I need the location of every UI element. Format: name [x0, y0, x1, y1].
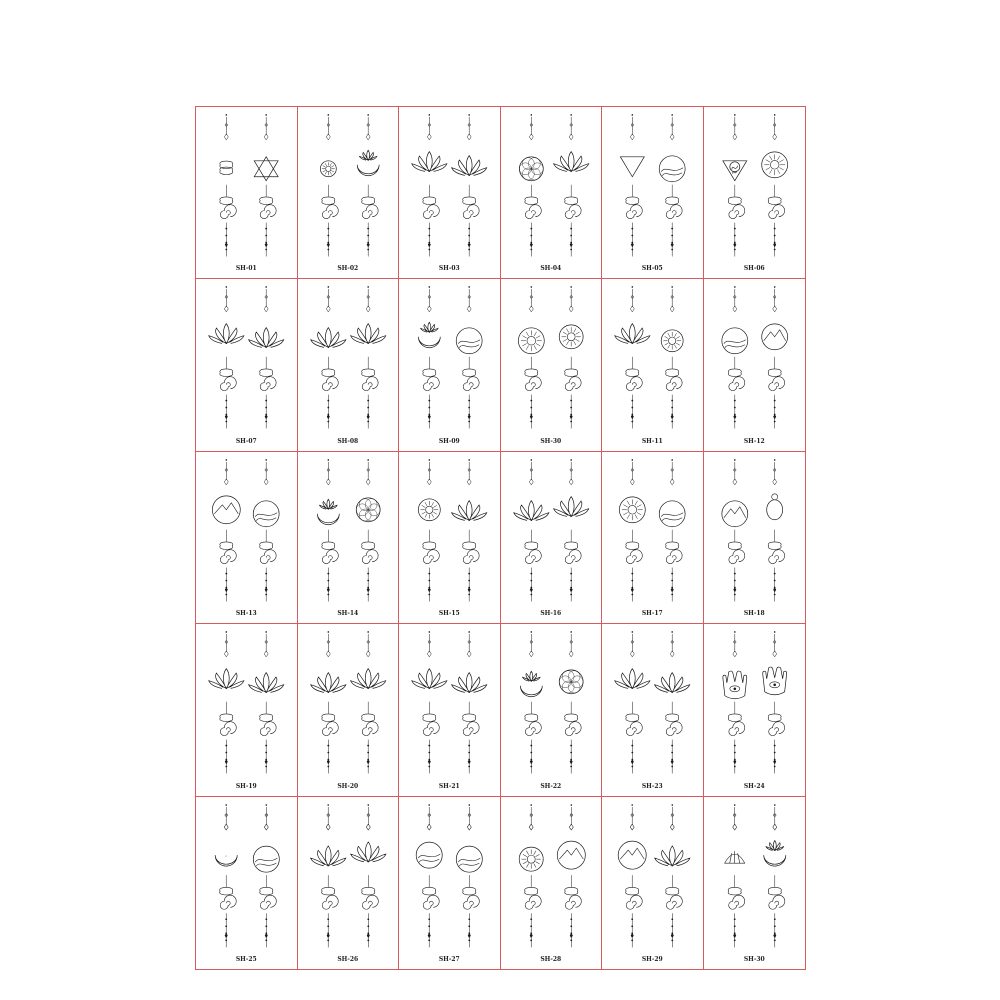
design-code-label: SH-27 — [438, 955, 460, 963]
right-tattoo-lotus — [553, 114, 588, 256]
left-tattoo-lotus — [310, 804, 345, 947]
design-code-label: SH-21 — [438, 782, 460, 790]
tattoo-design-cell — [704, 797, 806, 969]
right-tattoo-hamsa — [762, 631, 786, 773]
tattoo-design-cell — [399, 279, 501, 451]
right-tattoo-lotus — [350, 631, 385, 773]
right-tattoo-sun-circle — [761, 114, 787, 256]
right-tattoo-flower-of-life — [559, 631, 583, 773]
left-tattoo-moon — [317, 459, 339, 601]
tattoo-artwork — [298, 797, 399, 969]
tattoo-artwork — [501, 797, 602, 969]
design-code-label: SH-30 — [743, 955, 765, 963]
tattoo-artwork — [704, 452, 806, 623]
tattoo-design-cell — [196, 797, 298, 969]
right-tattoo-lotus — [452, 114, 487, 256]
design-code-label: SH-28 — [540, 955, 562, 963]
left-tattoo-rose — [320, 114, 338, 256]
tattoo-design-cell — [399, 797, 501, 969]
design-code-label: SH-20 — [337, 782, 359, 790]
design-code-label: SH-18 — [743, 610, 765, 618]
left-tattoo-tree-of-life — [619, 459, 645, 601]
right-tattoo-lotus — [350, 804, 385, 947]
left-tattoo-lotus — [310, 287, 345, 429]
tattoo-artwork — [399, 797, 500, 969]
tattoo-design-cell — [196, 107, 298, 279]
right-tattoo-turtle — [766, 459, 784, 601]
left-tattoo-flower-of-life — [519, 114, 543, 256]
design-code-label: SH-19 — [235, 782, 257, 790]
design-code-label: SH-07 — [235, 437, 257, 445]
right-tattoo-wave-circle — [253, 804, 279, 947]
design-code-label: SH-22 — [540, 782, 562, 790]
tattoo-artwork — [399, 452, 500, 623]
left-tattoo-moon — [520, 631, 542, 773]
tattoo-artwork — [196, 279, 297, 450]
right-tattoo-lotus — [452, 459, 487, 601]
tattoo-artwork — [602, 279, 703, 450]
tattoo-artwork — [196, 452, 297, 623]
right-tattoo-wave-circle — [456, 804, 482, 947]
design-code-label: SH-09 — [438, 437, 460, 445]
left-tattoo-tree-of-life — [518, 287, 544, 429]
tattoo-design-cell — [501, 107, 603, 279]
right-tattoo-moon — [763, 804, 785, 947]
right-tattoo-lotus — [655, 804, 690, 947]
left-tattoo-shell — [724, 804, 744, 947]
left-tattoo-triangle — [620, 114, 644, 256]
tattoo-artwork — [196, 624, 297, 795]
tattoo-design-cell — [704, 452, 806, 624]
left-tattoo-hamsa — [722, 631, 746, 773]
tattoo-design-cell — [704, 107, 806, 279]
left-tattoo-lotus — [209, 631, 244, 773]
design-code-label: SH-08 — [337, 437, 359, 445]
design-code-label: SH-04 — [540, 265, 562, 273]
left-tattoo-moon — [418, 287, 440, 429]
tattoo-artwork — [298, 107, 399, 278]
tattoo-artwork — [298, 279, 399, 450]
design-code-label: SH-30 — [540, 437, 562, 445]
tattoo-design-cell — [602, 797, 704, 969]
left-tattoo-lotus — [209, 287, 244, 429]
tattoo-design-cell — [602, 452, 704, 624]
right-tattoo-lotus — [249, 631, 284, 773]
left-tattoo-mountain-circle — [618, 804, 646, 947]
tattoo-sheet — [195, 106, 806, 970]
tattoo-artwork — [602, 797, 703, 969]
tattoo-artwork — [501, 452, 602, 623]
right-tattoo-moon — [357, 114, 379, 256]
left-tattoo-lotus — [513, 459, 548, 601]
tattoo-artwork — [298, 452, 399, 623]
tattoo-design-cell — [298, 107, 400, 279]
left-tattoo-wave-circle — [416, 804, 442, 947]
left-tattoo-palm-circle — [721, 459, 747, 601]
left-tattoo-triangle-wave — [722, 114, 746, 256]
tattoo-design-cell — [602, 279, 704, 451]
tattoo-artwork — [602, 452, 703, 623]
left-tattoo-mandala — [418, 459, 440, 601]
design-code-label: SH-17 — [641, 610, 663, 618]
design-code-label: SH-11 — [641, 437, 663, 445]
right-tattoo-wave-circle — [456, 287, 482, 429]
right-tattoo-wave-circle — [253, 459, 279, 601]
tattoo-artwork — [501, 107, 602, 278]
tattoo-design-cell — [196, 279, 298, 451]
left-tattoo-lotus — [412, 114, 447, 256]
tattoo-artwork — [704, 107, 806, 278]
right-tattoo-chakra-star — [254, 114, 278, 256]
design-code-label: SH-15 — [438, 610, 460, 618]
design-code-label: SH-25 — [235, 955, 257, 963]
right-tattoo-wave-circle — [659, 459, 685, 601]
right-tattoo-lotus — [452, 631, 487, 773]
tattoo-design-cell — [196, 452, 298, 624]
tattoo-artwork — [399, 107, 500, 278]
design-code-label: SH-02 — [337, 265, 359, 273]
tattoo-artwork — [602, 624, 703, 795]
design-code-label: SH-03 — [438, 265, 460, 273]
right-tattoo-lotus — [553, 459, 588, 601]
design-code-label: SH-06 — [743, 265, 765, 273]
tattoo-design-cell — [501, 452, 603, 624]
design-code-label: SH-23 — [641, 782, 663, 790]
right-tattoo-wave-sun — [659, 114, 685, 256]
left-tattoo-wave-circle — [721, 287, 747, 429]
tattoo-artwork — [602, 107, 703, 278]
right-tattoo-mandala — [661, 287, 683, 429]
left-tattoo-sacred-knot — [220, 114, 236, 256]
right-tattoo-mountain-circle — [557, 804, 585, 947]
left-tattoo-lotus — [615, 631, 650, 773]
left-tattoo-lotus — [412, 631, 447, 773]
tattoo-design-cell — [602, 624, 704, 796]
tattoo-design-cell — [602, 107, 704, 279]
design-code-label: SH-01 — [235, 265, 257, 273]
tattoo-artwork — [501, 279, 602, 450]
design-code-label: SH-14 — [337, 610, 359, 618]
tattoo-design-cell — [399, 452, 501, 624]
design-code-label: SH-12 — [743, 437, 765, 445]
tattoo-artwork — [704, 279, 806, 450]
tattoo-artwork — [704, 624, 806, 795]
left-tattoo-sun — [519, 804, 543, 947]
right-tattoo-lotus — [249, 287, 284, 429]
tattoo-design-cell — [501, 279, 603, 451]
design-code-label: SH-29 — [641, 955, 663, 963]
tattoo-artwork — [196, 797, 297, 969]
right-tattoo-flower-of-life — [356, 459, 380, 601]
left-tattoo-lotus — [615, 287, 650, 429]
design-code-label: SH-05 — [641, 265, 663, 273]
tattoo-design-cell — [399, 624, 501, 796]
right-tattoo-sun — [559, 287, 583, 429]
left-tattoo-mountain-circle — [212, 459, 240, 601]
tattoo-design-cell — [704, 624, 806, 796]
tattoo-artwork — [298, 624, 399, 795]
right-tattoo-palm-circle — [761, 287, 787, 429]
tattoo-design-cell — [501, 797, 603, 969]
left-tattoo-lotus — [310, 631, 345, 773]
tattoo-design-cell — [399, 107, 501, 279]
design-code-label: SH-26 — [337, 955, 359, 963]
right-tattoo-lotus — [350, 287, 385, 429]
design-code-label: SH-13 — [235, 610, 257, 618]
design-code-label: SH-24 — [743, 782, 765, 790]
design-code-label: SH-16 — [540, 610, 562, 618]
tattoo-artwork — [196, 107, 297, 278]
tattoo-design-cell — [298, 452, 400, 624]
tattoo-design-cell — [298, 624, 400, 796]
tattoo-design-cell — [501, 624, 603, 796]
tattoo-artwork — [704, 797, 806, 969]
tattoo-design-cell — [298, 279, 400, 451]
right-tattoo-lotus — [655, 631, 690, 773]
tattoo-artwork — [501, 624, 602, 795]
tattoo-design-cell — [196, 624, 298, 796]
tattoo-design-cell — [298, 797, 400, 969]
tattoo-artwork — [399, 279, 500, 450]
tattoo-artwork — [399, 624, 500, 795]
tattoo-design-cell — [704, 279, 806, 451]
left-tattoo-wave — [215, 804, 237, 947]
